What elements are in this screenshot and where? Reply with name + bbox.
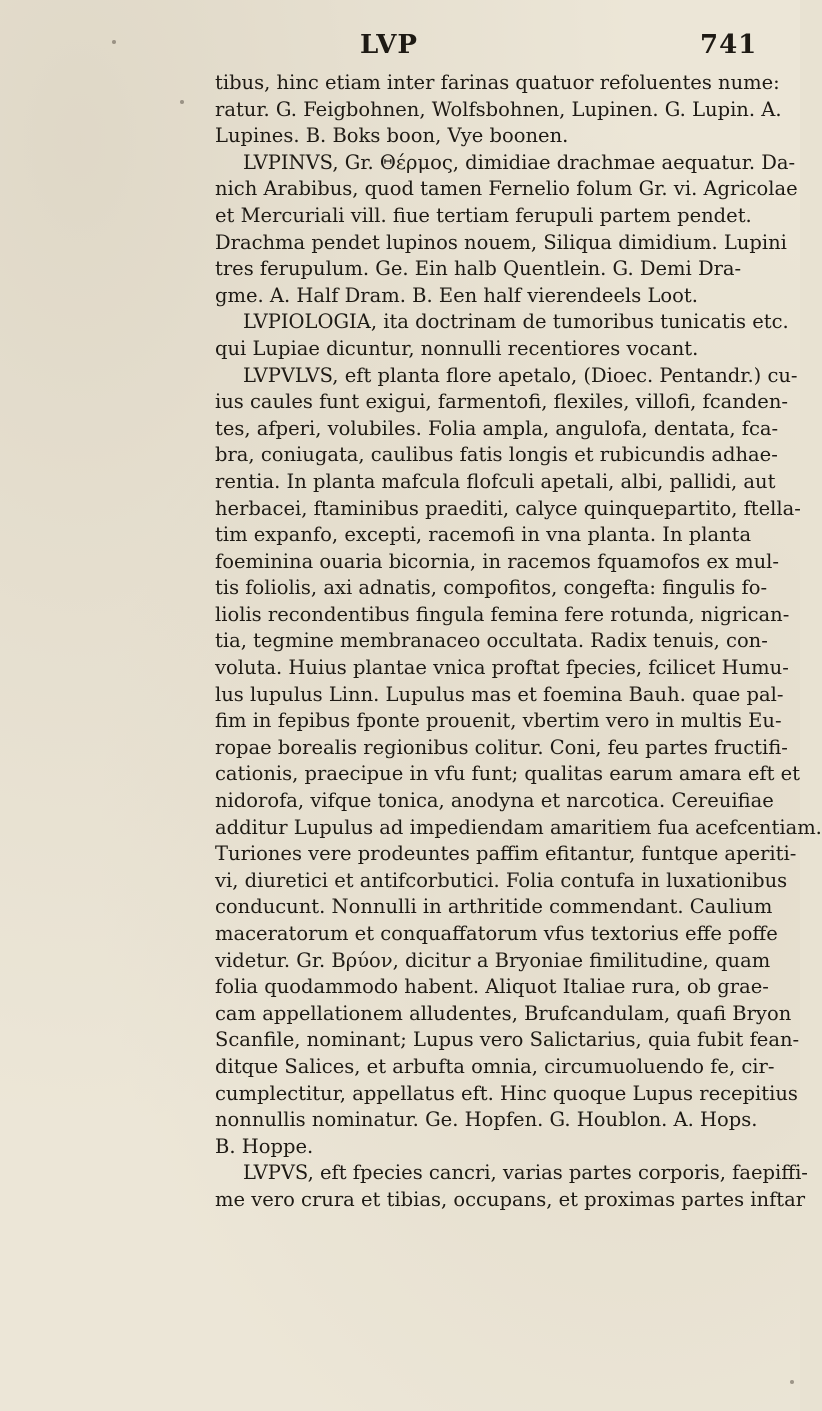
text-line: LVPIOLOGIA, ita doctrinam de tumoribus tunicatis etc.	[243, 310, 789, 334]
text-line: maceratorum et conquaffatorum vfus textorius effe poffe	[215, 922, 778, 945]
paper-speck	[790, 1380, 794, 1384]
text-line: et Mercuriali vill. fiue tertiam ferupuli partem pendet.	[215, 203, 752, 227]
text-line: videtur. Gr. Βρύον, dicitur a Bryoniae fimilitudine, quam	[215, 948, 771, 972]
text-line: nich Arabibus, quod tamen Fernelio folum Gr. vi. Agricolae	[215, 177, 798, 201]
text-line: qui Lupiae dicuntur, nonnulli recentiores vocant.	[215, 336, 699, 360]
text-line: LVPVS, eft fpecies cancri, varias partes corporis, faepiffi-	[243, 1161, 808, 1185]
paper-speck	[112, 40, 116, 44]
text-line: voluta. Huius plantae vnica proftat fpecies, fcilicet Humu-	[215, 656, 789, 680]
text-line: nidorofa, vifque tonica, anodyna et narcotica. Cereuifiae	[215, 789, 774, 813]
text-line: Drachma pendet lupinos nouem, Siliqua dimidium. Lupini	[215, 230, 787, 254]
header-title: LVP	[360, 30, 418, 60]
text-line: Turiones vere prodeuntes paffim efitantur, funtque aperiti-	[215, 842, 797, 866]
text-line: herbacei, ftaminibus praediti, calyce quinquepartito, ftella-	[215, 496, 801, 520]
text-line: Lupines. B. Boks boon, Vye boonen.	[215, 124, 569, 148]
text-line: ropae borealis regionibus colitur. Coni, feu partes fructifi-	[215, 735, 788, 759]
text-line: nonnullis nominatur. Ge. Hopfen. G. Houblon. A. Hops.	[215, 1108, 758, 1132]
text-line: gme. A. Half Dram. B. Een half vierendeels Loot.	[215, 283, 698, 307]
text-line: ius caules funt exigui, farmentofi, flexiles, villofi, fcanden-	[215, 390, 788, 414]
text-line: tibus, hinc etiam inter farinas quatuor refoluentes nume:	[215, 71, 780, 94]
text-line: ditque Salices, et arbufta omnia, circumuoluendo fe, cir-	[215, 1054, 775, 1078]
text-line: ratur. G. Feigbohnen, Wolfsbohnen, Lupinen. G. Lupin. A.	[215, 97, 782, 121]
running-header	[0, 18, 800, 62]
text-line: rentia. In planta mafcula flofculi apetali, albi, pallidi, aut	[215, 469, 776, 493]
text-line: LVPINVS, Gr. Θέρμος, dimidiae drachmae aequatur. Da-	[243, 150, 796, 174]
text-line: tim expanfo, excepti, racemofi in vna planta. In planta	[215, 523, 752, 547]
text-line: LVPVLVS, eft planta flore apetalo, (Dioec. Pentandr.) cu-	[243, 363, 798, 387]
text-line: cumplectitur, appellatus eft. Hinc quoque Lupus recepitius	[215, 1081, 798, 1105]
text-line: cam appellationem alludentes, Brufcandulam, quafi Bryon	[215, 1001, 792, 1025]
text-line: additur Lupulus ad impediendam amaritiem fua acefcentiam.	[215, 815, 822, 839]
text-line: tis foliolis, axi adnatis, compofitos, congefta: fingulis fo-	[215, 576, 768, 600]
text-line: tres ferupulum. Ge. Ein halb Quentlein. G. Demi Dra-	[215, 257, 742, 281]
body-text	[215, 70, 822, 1214]
text-line: tes, afperi, volubiles. Folia ampla, angulofa, dentata, fca-	[215, 416, 779, 440]
paper-speck	[180, 100, 184, 104]
page-number: 741	[700, 30, 758, 60]
text-line: folia quodammodo habent. Aliquot Italiae rura, ob grae-	[215, 975, 769, 999]
text-line: cationis, praecipue in vfu funt; qualitas earum amara eft et	[215, 762, 800, 786]
text-line: tia, tegmine membranaceo occultata. Radix tenuis, con-	[215, 629, 768, 653]
text-line: B. Hoppe.	[215, 1134, 314, 1158]
text-line: fim in fepibus fponte prouenit, vbertim vero in multis Eu-	[215, 709, 782, 733]
text-line: conducunt. Nonnulli in arthritide commendant. Caulium	[215, 895, 773, 919]
text-line: foeminina ouaria bicornia, in racemos fquamofos ex mul-	[215, 549, 779, 573]
text-line: me vero crura et tibias, occupans, et proximas partes inftar	[215, 1187, 806, 1211]
text-line: liolis recondentibus fingula femina fere rotunda, nigrican-	[215, 602, 790, 626]
text-line: lus lupulus Linn. Lupulus mas et foemina Bauh. quae pal-	[215, 682, 784, 706]
text-line: bra, coniugata, caulibus fatis longis et rubicundis adhae-	[215, 443, 778, 467]
text-line: Scanfile, nominant; Lupus vero Salictarius, quia fubit fean-	[215, 1028, 800, 1052]
text-line: vi, diuretici et antifcorbutici. Folia contufa in luxationibus	[215, 868, 788, 892]
